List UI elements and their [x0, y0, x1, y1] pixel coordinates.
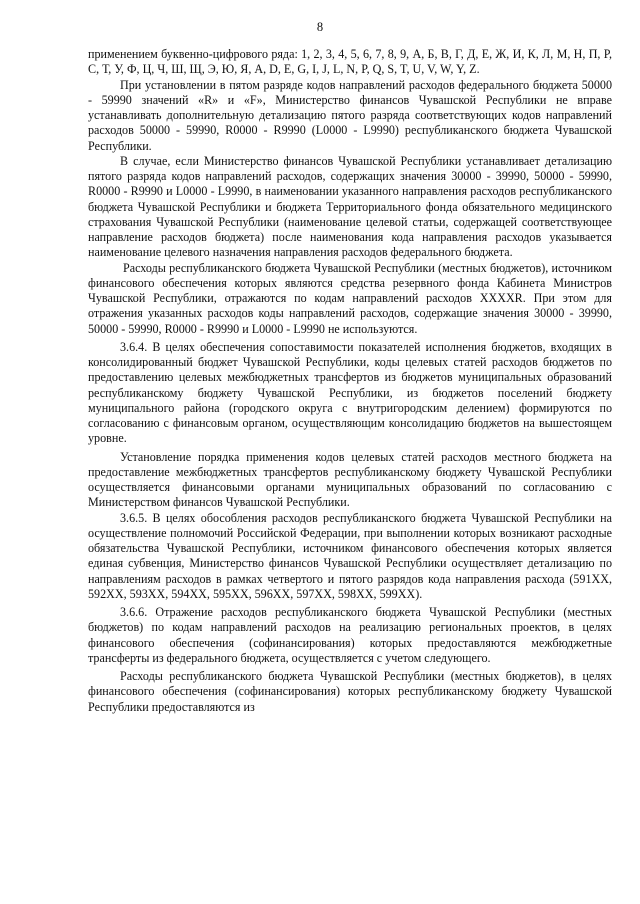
paragraph-regional-expenses: Расходы республиканского бюджета Чувашской Республики (местных бюджетов), в целях финансового обеспечения (софинансирования) которых республиканскому бюджету Чувашской Республики предоставляются из [88, 669, 612, 714]
document-body [88, 47, 612, 715]
paragraph-3-6-4: 3.6.4. В целях обеспечения сопоставимости показателей исполнения бюджетов, входящих в консолидированный бюджет Чувашской Республики, коды целевых статей расходов бюджетов по предоставлению целевых межбюджетных трансфертов из бюджетов муниципальных образований республиканскому бюджету Чувашской Республики, из бюджетов поселений бюджету муниципального района (городского округа с внутригородским делением) формируются по согласованию с финансовым органом, осуществляющим консолидацию бюджетов на вышестоящем уровне. [88, 339, 612, 446]
page-number: 8 [316, 20, 324, 34]
paragraph-federal-budget-codes: При установлении в пятом разряде кодов направлений расходов федерального бюджета 50000 - 59990 значений «R» и «F», Министерство финансов Чувашской Республики не вправе устанавливать дополнительную детализацию пятого разряда соответствующих кодов направлений расходов 50000 - 59990, R0000 - R9990 (L0000 - L9990) республиканского бюджета Чувашской Республики. [88, 77, 612, 153]
paragraph-3-6-5: 3.6.5. В целях обособления расходов республиканского бюджета Чувашской Республики на осуществление полномочий Российской Федерации, при выполнении которых возникают расходные обязательства Чувашской Республики, источником финансового обеспечения которых является единая субвенция, Министерство финансов Чувашской Республики осуществляет детализацию по направлениям расходов в рамках четвертого и пятого разрядов кода направления расхода (591XX, 592XX, 593XX, 594XX, 595XX, 596XX, 597XX, 598XX, 599XX). [88, 510, 612, 601]
paragraph-continuation: применением буквенно-цифрового ряда: 1, 2, 3, 4, 5, 6, 7, 8, 9, А, Б, В, Г, Д, Е, Ж, И, К, Л, М, Н, П, Р, С, Т, У, Ф, Ц, Ч, Ш, Щ, Э, Ю, Я, A, D, E, G, I, J, L, N, P, Q, S, T, U, V, W, Y, Z. [88, 47, 612, 77]
paragraph-fifth-digit-detailing: В случае, если Министерство финансов Чувашской Республики устанавливает детализацию пятого разряда кодов направлений расходов, содержащих значения 30000 - 39990, 50000 - 59990, R0000 - R9990 и L0000 - L9990, в наименовании указанного направления расходов республиканского бюджета Чувашской Республики и бюджета Территориального фонда обязательного медицинского страхования Чувашской Республики (наименование целевой статьи, содержащей соответствующее направление расходов бюджета) после наименования кода направления расходов указывается наименование целевого назначения направления расходов федерального бюджета. [88, 153, 612, 260]
paragraph-reserve-fund: Расходы республиканского бюджета Чувашской Республики (местных бюджетов), источником финансового обеспечения которых являются средства резервного фонда Кабинета Министров Чувашской Республики, отражаются по кодам направлений расходов XXXXR. При этом для отражения указанных расходов коды направлений расходов, содержащие значения 30000 - 39990, 50000 - 59990, R0000 - R9990 и L0000 - L9990 не используются. [88, 260, 612, 336]
paragraph-3-6-6: 3.6.6. Отражение расходов республиканского бюджета Чувашской Республики (местных бюджетов) по кодам направлений расходов на реализацию региональных проектов, в целях финансового обеспечения (софинансирования) которых предоставляются межбюджетные трансферты из федерального бюджета, осуществляется с учетом следующего. [88, 605, 612, 665]
paragraph-local-budget-order: Установление порядка применения кодов целевых статей расходов местного бюджета на предоставление межбюджетных трансфертов республиканскому бюджету Чувашской Республики осуществляется финансовыми органами муниципальных образований по согласованию с Министерством финансов Чувашской Республики. [88, 449, 612, 510]
